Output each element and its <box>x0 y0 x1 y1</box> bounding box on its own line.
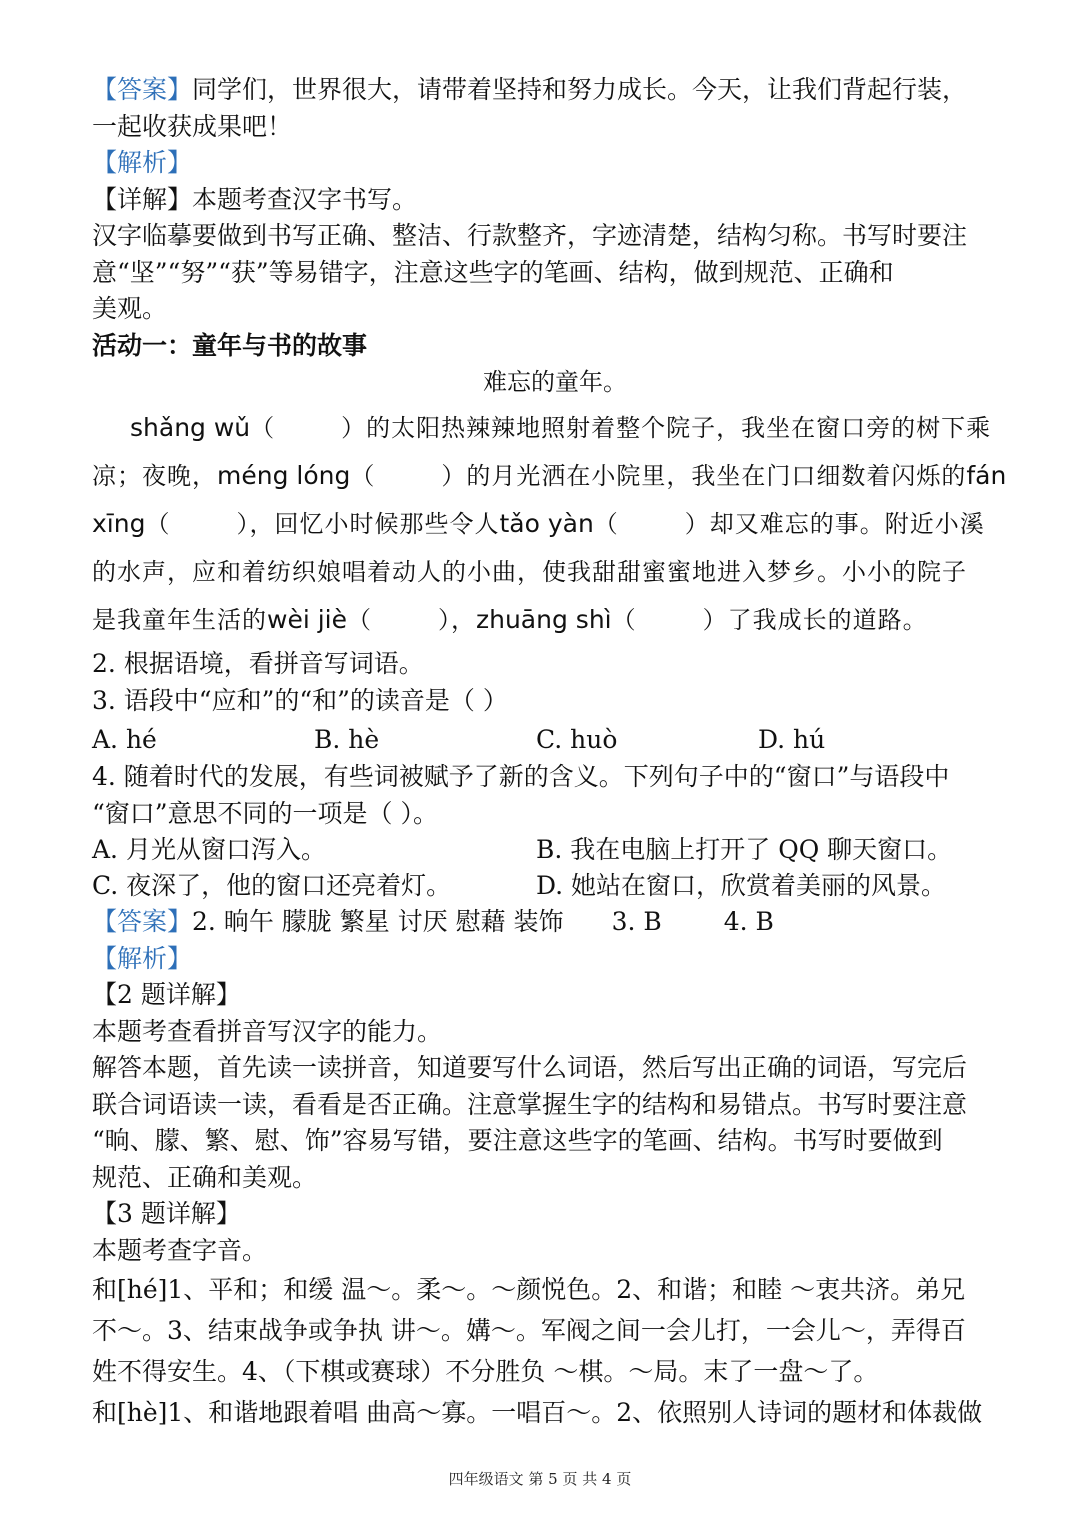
passage <box>92 404 1007 644</box>
detail-2-line-1: 本题考查看拼音写汉字的能力。 <box>92 1016 443 1046</box>
page-footer: 四年级语文 第 5 页 共 4 页 <box>448 1470 632 1488</box>
detail-line-1: 【详解】本题考查汉字书写。 <box>92 184 418 214</box>
answers-line: 【答案】2. 晌午 朦胧 繁星 讨厌 慰藉 装饰 3. B 4. B <box>92 907 774 936</box>
dictionary-line-3: 姓不得安生。4、（下棋或赛球）不分胜负 ～棋。～局。末了一盘～了。 <box>92 1357 879 1386</box>
answer-tag: 【答案】 <box>92 75 193 104</box>
question-4-options-row-2 <box>92 868 990 904</box>
answer-tag: 【答案】 <box>92 907 193 936</box>
question-4-line-2: “窗口”意思不同的一项是（ ）。 <box>92 798 439 828</box>
detail-2-line-4: “晌、朦、繁、慰、饰”容易写错，要注意这些字的笔画、结构。书写时要做到 <box>92 1126 943 1155</box>
analysis-tag: 【解析】 <box>92 943 193 973</box>
question-3: 3. 语段中“应和”的“和”的读音是（ ） <box>92 685 508 715</box>
detail-2-line-2: 解答本题，首先读一读拼音，知道要写什么词语，然后写出正确的词语，写完后 <box>92 1053 968 1082</box>
dictionary-line-2: 不～。3、结束战争或争执 讲～。媾～。军阀之间一会儿打，一会儿～，弄得百 <box>92 1316 966 1345</box>
passage-line-2: 凉；夜晚，méng lóng（ ）的月光洒在小院里，我坐在门口细数着闪烁的fán <box>92 461 1007 490</box>
dictionary-line-1: 和[hé]1、平和；和缓 温～。柔～。～颜悦色。2、和谐；和睦 ～衷共济。弟兄 <box>92 1275 966 1304</box>
passage-title: 难忘的童年。 <box>483 368 627 396</box>
detail-3-line-1: 本题考查字音。 <box>92 1235 268 1265</box>
detail-line-2: 汉字临摹要做到书写正确、整洁、行款整齐，字迹清楚，结构匀称。书写时要注 <box>92 221 968 250</box>
option-a[interactable]: A. hé <box>92 725 157 754</box>
option-b[interactable]: B. hè <box>314 725 380 754</box>
passage-line-5: 是我童年生活的wèi jiè（ ），zhuāng shì（ ）了我成长的道路。 <box>92 605 928 634</box>
option-c[interactable]: C. 夜深了，他的窗口还亮着灯。 <box>92 871 452 900</box>
dictionary-line-4: 和[hè]1、和谐地跟着唱 曲高～寡。一唱百～。2、依照别人诗词的题材和体裁做 <box>92 1398 983 1427</box>
document-page <box>92 72 1007 1433</box>
passage-line-1: shǎng wǔ（ ）的太阳热辣辣地照射着整个院子，我坐在窗口旁的树下乘 <box>130 413 992 442</box>
passage-line-4: 的水声，应和着纺织娘唱着动人的小曲，使我甜甜蜜蜜地进入梦乡。小小的院子 <box>92 558 967 586</box>
passage-line-3: xīng（ ），回忆小时候那些令人tǎo yàn（ ）却又难忘的事。附近小溪 <box>92 509 985 538</box>
question-4-options-row-1 <box>92 832 990 868</box>
option-a[interactable]: A. 月光从窗口泻入。 <box>92 835 326 864</box>
detail-2-heading: 【2 题详解】 <box>92 980 241 1009</box>
option-d[interactable]: D. hú <box>758 725 826 754</box>
question-4-line-1: 4. 随着时代的发展，有些词被赋予了新的含义。下列句子中的“窗口”与语段中 <box>92 762 950 791</box>
question-2: 2. 根据语境，看拼音写词语。 <box>92 649 424 678</box>
detail-3-heading: 【3 题详解】 <box>92 1199 241 1228</box>
option-b[interactable]: B. 我在电脑上打开了 QQ 聊天窗口。 <box>536 835 953 864</box>
detail-2-line-5: 规范、正确和美观。 <box>92 1162 318 1192</box>
analysis-tag: 【解析】 <box>92 148 193 177</box>
detail-line-4: 美观。 <box>92 294 168 323</box>
answer-line-2: 一起收获成果吧！ <box>92 111 293 141</box>
detail-line-3: 意“坚”“努”“获”等易错字，注意这些字的笔画、结构，做到规范、正确和 <box>92 257 894 287</box>
detail-2-line-3: 联合词语读一读，看看是否正确。注意掌握生字的结构和易错点。书写时要注意 <box>92 1089 968 1119</box>
answer-line-1: 【答案】同学们，世界很大，请带着坚持和努力成长。今天，让我们背起行装， <box>92 75 968 104</box>
option-d[interactable]: D. 她站在窗口，欣赏着美丽的风景。 <box>536 871 947 900</box>
option-c[interactable]: C. huò <box>536 725 618 754</box>
question-3-options <box>92 721 990 759</box>
activity-heading: 活动一：童年与书的故事 <box>92 330 368 360</box>
